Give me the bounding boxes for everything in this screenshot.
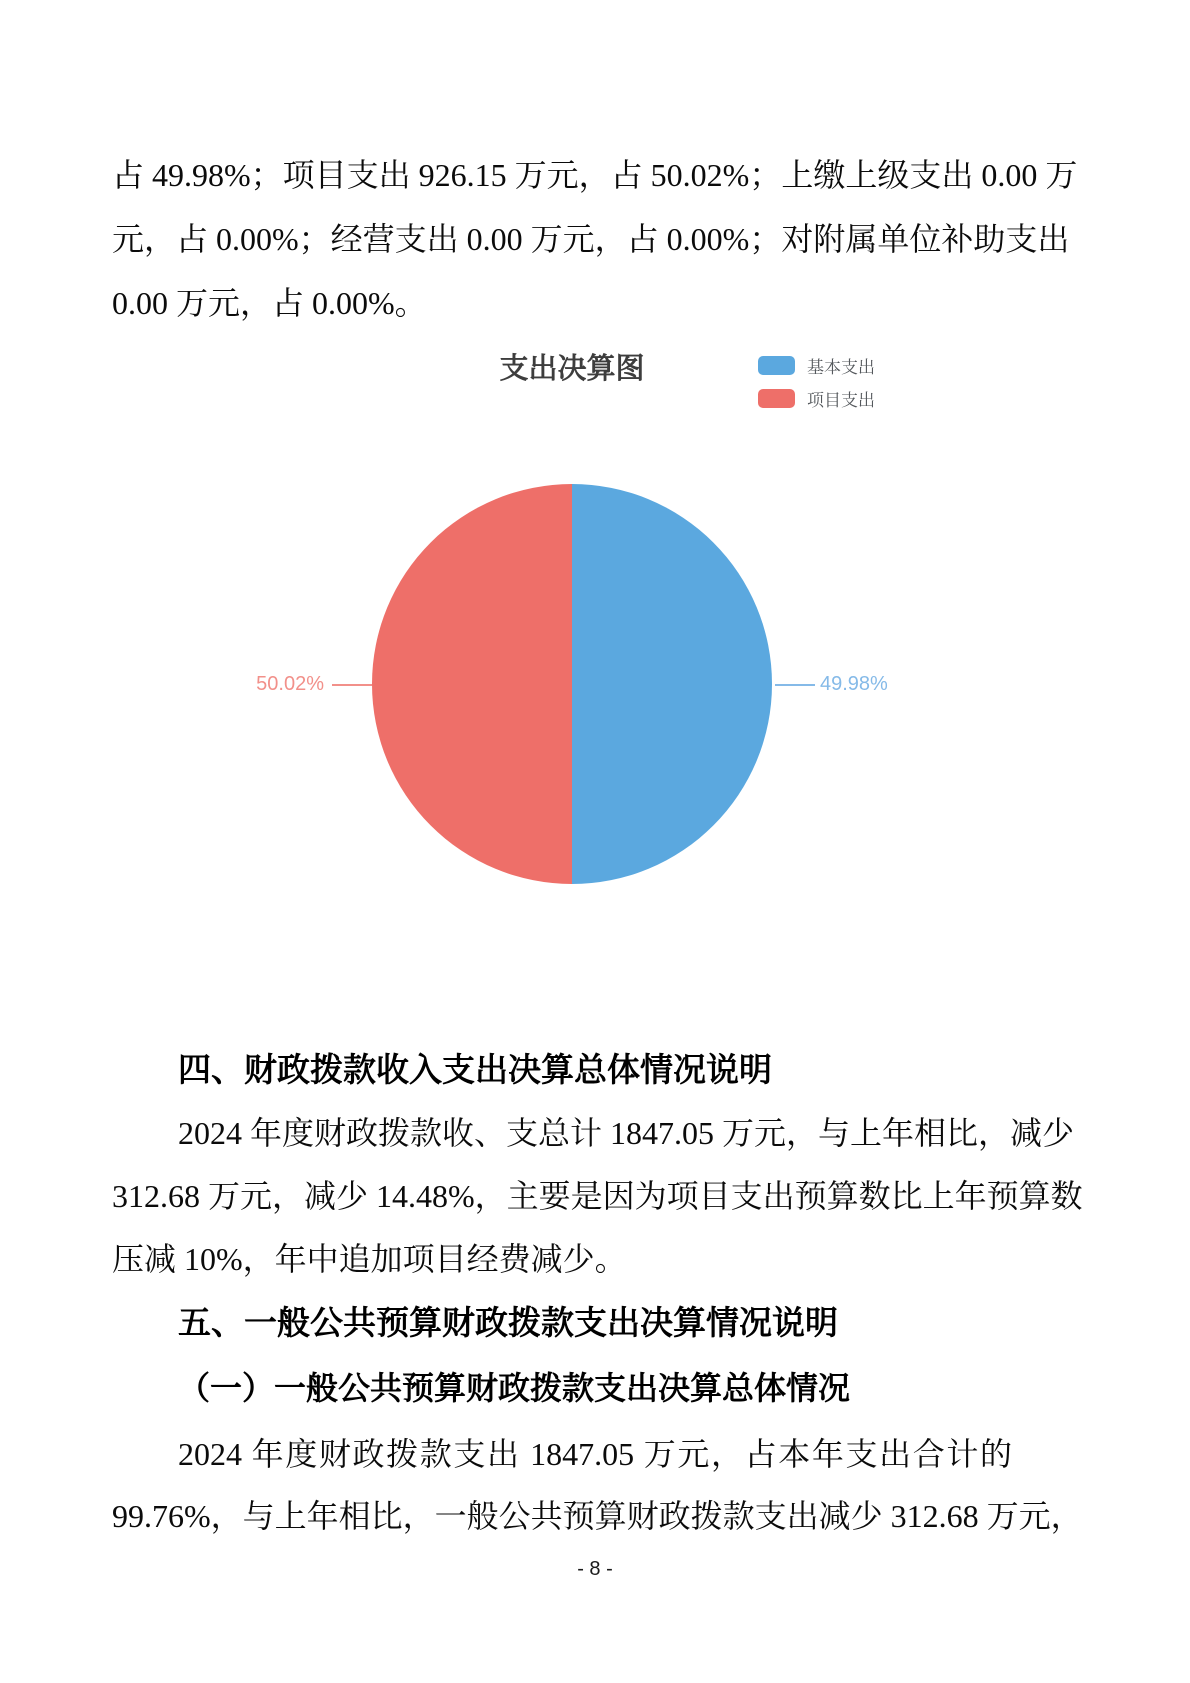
page-number: - 8 - (577, 1558, 613, 1580)
chart-title: 支出决算图 (499, 353, 645, 385)
leader-line-left (332, 684, 372, 686)
leader-line-right (775, 684, 815, 686)
legend-item-project (758, 389, 875, 408)
intro-paragraph (112, 143, 1084, 335)
section5-paragraph-line: 99.76%，与上年相比，一般公共预算财政拨款支出减少 312.68 万元， (112, 1498, 1083, 1534)
section5-subheading: （一）一般公共预算财政拨款支出决算总体情况 (178, 1370, 851, 1406)
chart-legend (758, 356, 875, 422)
pie-slice-basic-expenditure (572, 484, 772, 884)
legend-color-swatch-project (758, 389, 795, 408)
section5-heading: 五、一般公共预算财政拨款支出决算情况说明 (178, 1304, 838, 1341)
legend-label: 基本支出 (807, 358, 875, 377)
intro-paragraph-line: 占 49.98%；项目支出 926.15 万元，占 50.02%；上缴上级支出 0.00 万 (112, 157, 1078, 193)
section4-paragraph-line: 2024 年度财政拨款收、支总计 1847.05 万元，与上年相比，减少 (178, 1115, 1075, 1151)
section5-paragraph-line: 2024 年度财政拨款支出 1847.05 万元，占本年支出合计的 (178, 1436, 1012, 1472)
section4-paragraph (112, 1102, 1084, 1291)
intro-paragraph-line: 元，占 0.00%；经营支出 0.00 万元，占 0.00%；对附属单位补助支出 (112, 221, 1070, 257)
pie-slice-project-expenditure (372, 484, 572, 884)
legend-item-basic (758, 356, 875, 375)
section4-paragraph-line: 压减 10%，年中追加项目经费减少。 (112, 1241, 627, 1277)
section4-paragraph-line: 312.68 万元，减少 14.48%，主要是因为项目支出预算数比上年预算数 (112, 1178, 1083, 1214)
intro-paragraph-line: 0.00 万元，占 0.00%。 (112, 285, 427, 321)
section5-paragraph (112, 1423, 1084, 1547)
pie-label-basic: 49.98% (820, 673, 888, 695)
legend-color-swatch-basic (758, 356, 795, 375)
pie (372, 484, 772, 884)
pie-label-project: 50.02% (256, 673, 324, 695)
legend-label: 项目支出 (807, 391, 875, 410)
section4-heading: 四、财政拨款收入支出决算总体情况说明 (178, 1051, 772, 1088)
